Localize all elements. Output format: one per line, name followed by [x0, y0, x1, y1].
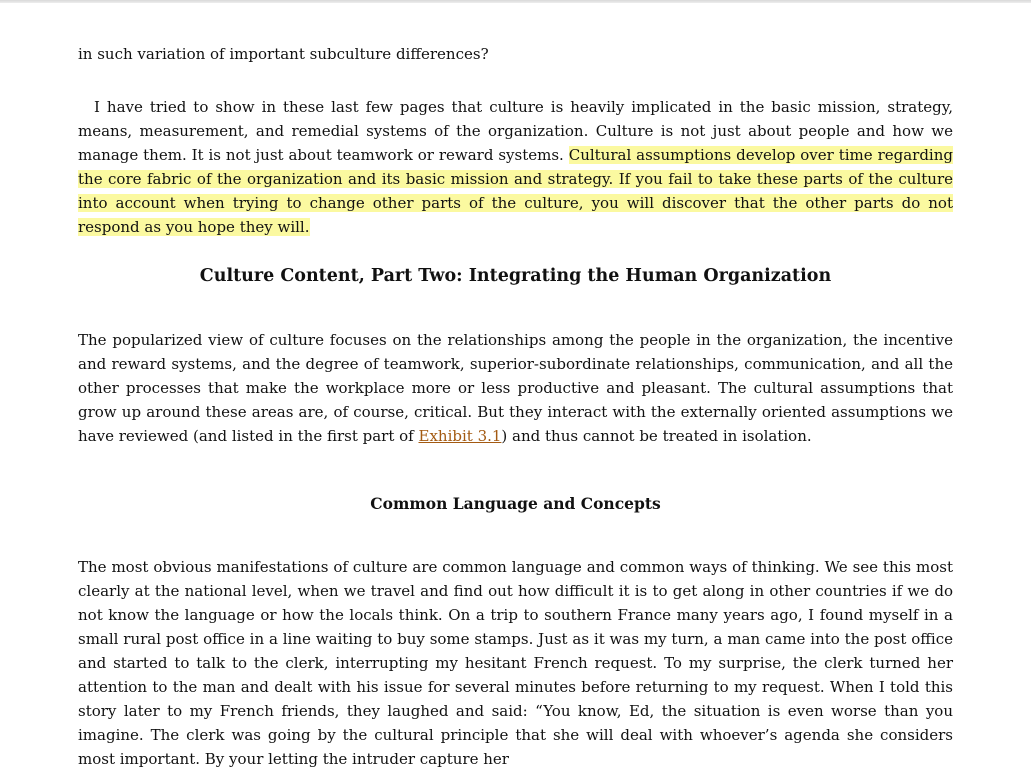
- paragraph-2-text-before-link: The popularized view of culture focuses on the relationships among the people in the organization, the incentive and reward systems, and the degree of teamwork, superior-subordinate relationships, communication, and all the other processes that make the workplace more or less productive and pleasant. The cultural assumptions that grow up around these areas are, of course, critical. But they interact with the externally oriented assumptions we have reviewed (and listed in the first part of: [78, 331, 953, 445]
- paragraph-2-text-after-link: ) and thus cannot be treated in isolation.: [501, 427, 812, 445]
- paragraph-popularized-view: [78, 328, 953, 448]
- exhibit-3-1-link[interactable]: Exhibit 3.1: [418, 427, 502, 445]
- paragraph-common-language: The most obvious manifestations of culture are common language and common ways of thinking. We see this most clearly at the national level, when we travel and find out how difficult it is to get along in other countries if we do not know the language or how the locals think. On a trip to southern France many years ago, I found myself in a small rural post office in a line waiting to buy some stamps. Just as it was my turn, a man came into the post office and started to talk to the clerk, interrupting my hesitant French request. To my surprise, the clerk turned her attention to the man and dealt with his issue for several minutes before returning to my request. When I told this story later to my French friends, they laughed and said: “You know, Ed, the situation is even worse than you imagine. The clerk was going by the cultural principle that she will deal with whoever’s agenda she considers most important. By your letting the intruder capture her: [78, 558, 953, 768]
- paragraph-1-text: I have tried to show in these last few pages that culture is heavily implicated in the basic mission, strategy, means, measurement, and remedial systems of the organization. Culture is not just about people and how we manage them. It is not just about teamwork or reward systems.: [78, 98, 953, 164]
- paragraph-fragment: in such variation of important subculture differences?: [78, 45, 489, 63]
- top-divider: [0, 0, 1031, 3]
- subsection-heading-common-language: Common Language and Concepts: [370, 494, 661, 513]
- highlighted-passage[interactable]: Cultural assumptions develop over time regarding the core fabric of the organization and its basic mission and strategy. If you fail to take these parts of the culture into account when trying to change other parts of the culture, you will discover that the other parts do not respond as you hope they will.: [78, 146, 953, 236]
- paragraph-culture-mission: [78, 95, 953, 239]
- section-heading-integrating-human-organization: Culture Content, Part Two: Integrating the Human Organization: [199, 266, 832, 286]
